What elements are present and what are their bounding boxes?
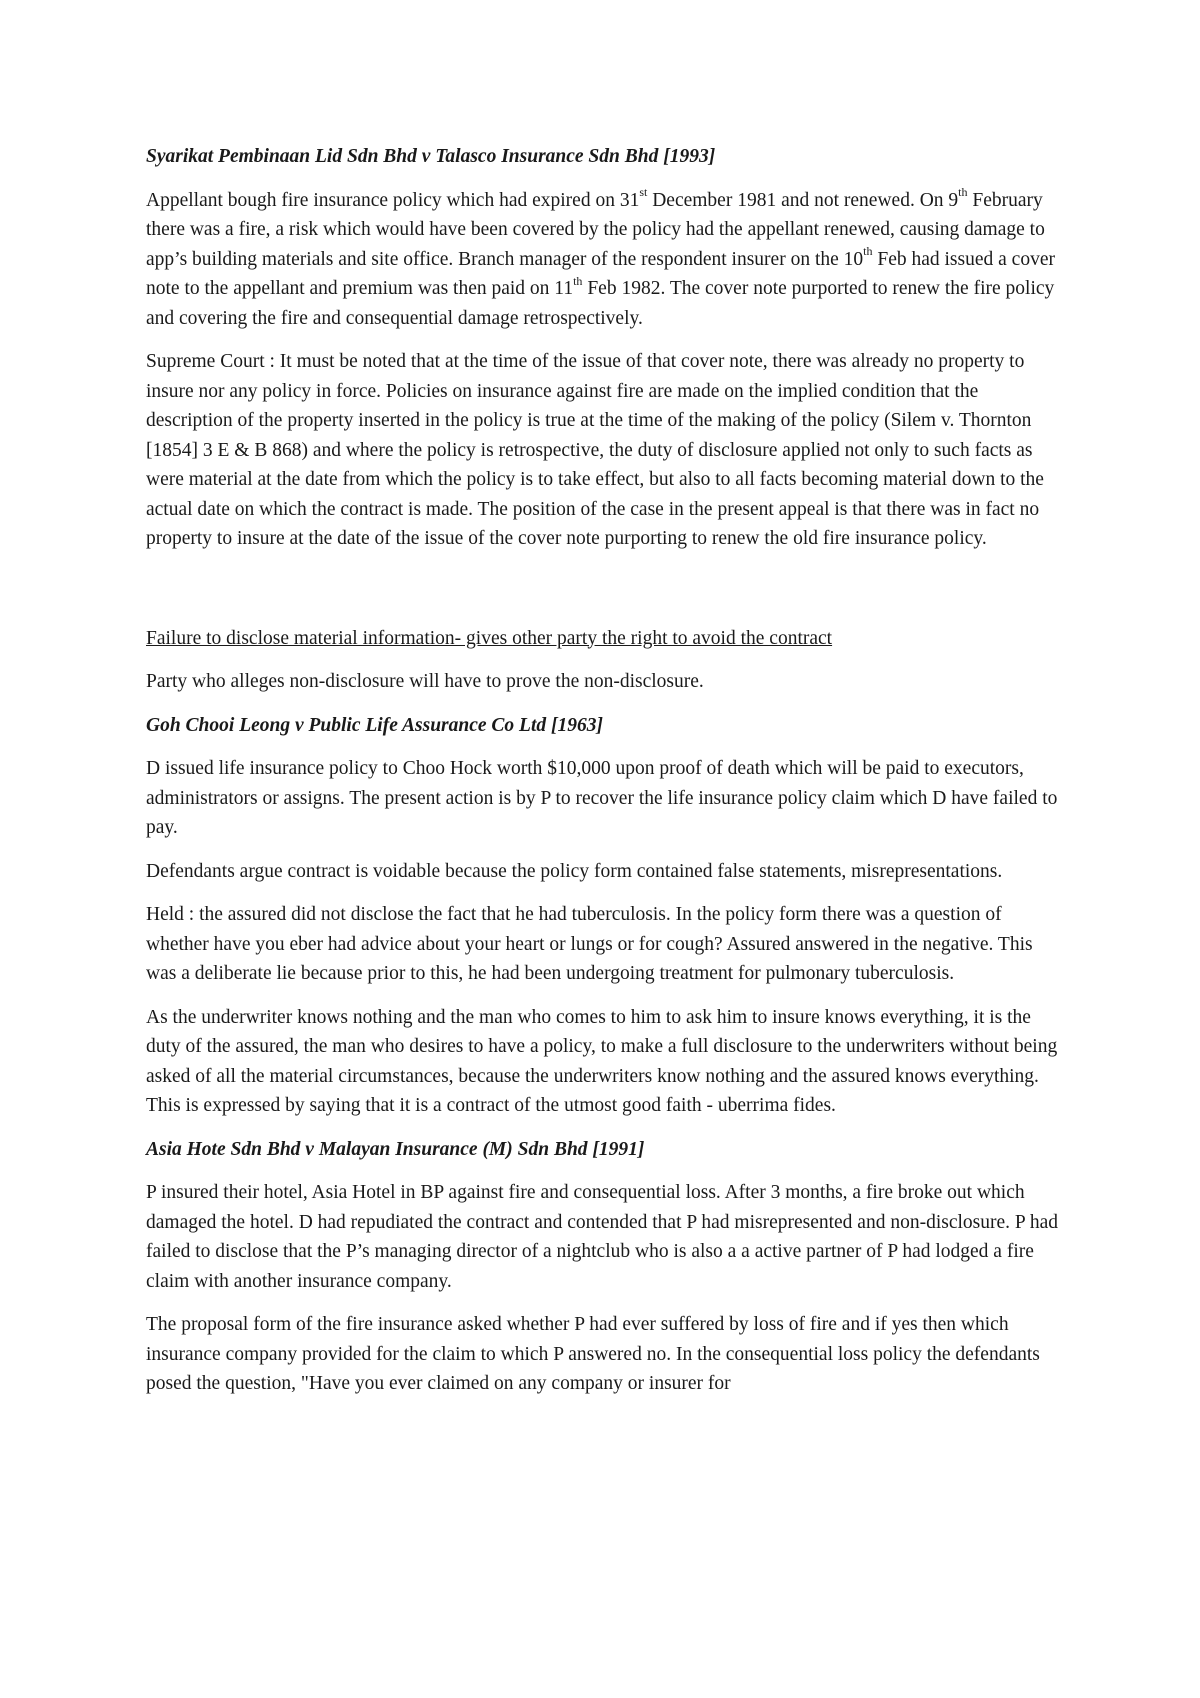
superscript: th [958,185,968,199]
section-gap [146,568,1066,624]
reasoning-paragraph: As the underwriter knows nothing and the man who comes to him to ask him to insure knows everything, it is the duty of the assured, the man who desires to have a policy, to make a full disclosure to the underwriters without being asked of all the material circumstances, because the underwriters know nothing and the assured knows everything. This is expressed by saying that it is a contract of the utmost good faith - uberrima fides. [146,1006,1058,1116]
supreme-court-paragraph: Supreme Court : It must be noted that at the time of the issue of that cover note, there was already no property to insure nor any policy in force. Policies on insurance against fire are made on the implied condition that the description of the property inserted in the policy is true at the time of the making of the policy (Silem v. Thornton [1854] 3 E & B 868) and where the policy is retrospective, the duty of disclosure applied not only to such facts as were material at the date from which the policy is to take effect, but also to all facts becoming material down to the actual date on which the contract is made. The position of the case in the present appeal is that there was in fact no property to insure at the date of the issue of the cover note purporting to renew the old fire insurance policy. [146,351,1044,549]
proposal-form-paragraph: The proposal form of the fire insurance asked whether P had ever suffered by loss of fire and if yes then which insurance company provided for the claim to which P answered no. In the consequential loss policy the defendants posed the question, "Have you ever claimed on any company or insurer for [146,1314,1040,1394]
superscript: th [573,273,583,288]
superscript: st [639,185,648,199]
section-heading: Failure to disclose material information- gives other party the right to avoid the contract [146,627,833,649]
case-title-syarikat: Syarikat Pembinaan Lid Sdn Bhd v Talasco Insurance Sdn Bhd [1993] [146,146,716,167]
text-run: Feb 1982. The cover note purported to renew the fire policy and covering the fire and consequential damage retrospectively. [146,278,1055,329]
section-intro: Party who alleges non-disclosure will have to prove the non-disclosure. [146,671,704,692]
text-run: Appellant bough fire insurance policy which had expired on 31 [146,189,640,211]
text-run: December 1981 and not renewed. On 9 [647,189,959,211]
document-page [146,142,1066,1413]
text-run: February there was a fire, a risk which would have been covered by the policy had the appellant renewed, causing damage to app’s building materials and site office. Branch manager of the respondent insurer on the 10 [146,189,1045,270]
case-title-goh-chooi-leong: Goh Chooi Leong v Public Life Assurance Co Ltd [1963] [146,714,603,736]
held-paragraph: Held : the assured did not disclose the fact that he had tuberculosis. In the policy form there was a question of whether have you eber had advice about your heart or lungs or for cough? Assured answered in the negative. This was a deliberate lie because prior to this, he had been undergoing treatment for pulmonary tuberculosis. [146,904,1033,984]
text-run: Feb had issued a cover note to the appellant and premium was then paid on 11 [146,248,1055,299]
case-title-asia-hote: Asia Hote Sdn Bhd v Malayan Insurance (M) Sdn Bhd [1991] [146,1138,645,1160]
case-facts-paragraph [146,186,1066,334]
case-facts-paragraph: D issued life insurance policy to Choo Hock worth $10,000 upon proof of death which will be paid to executors, administrators or assigns. The present action is by P to recover the life insurance policy claim which D have failed to pay. [146,758,1058,838]
defendant-argument-paragraph: Defendants argue contract is voidable because the policy form contained false statements, misrepresentations. [146,860,1003,882]
case-facts-paragraph: P insured their hotel, Asia Hotel in BP against fire and consequential loss. After 3 months, a fire broke out which damaged the hotel. D had repudiated the contract and contended that P had misrepresented and non-disclosure. P had failed to disclose that the P’s managing director of a nightclub who is also a a active partner of P had lodged a fire claim with another insurance company. [146,1182,1059,1292]
superscript: th [863,244,873,258]
